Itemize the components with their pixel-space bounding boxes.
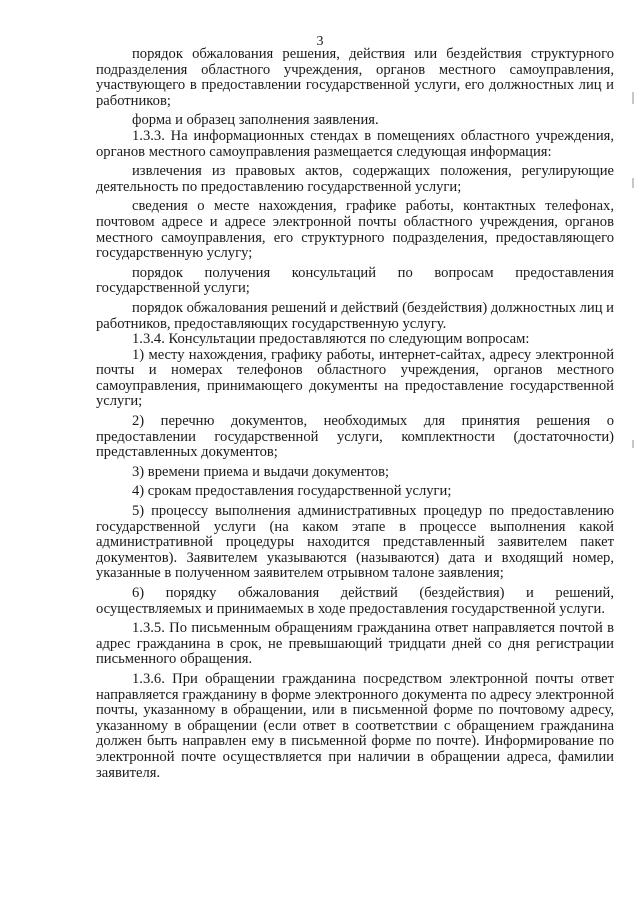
paragraph: 4) срокам предоставления государственной услуги; xyxy=(132,483,452,500)
paragraph: 6) порядку обжалования действий (бездействия) и решений, осуществляемых и принимаемых в ходе предоставления государственной услуги. xyxy=(96,585,614,617)
paragraph: 1.3.4. Консультации предоставляются по следующим вопросам: xyxy=(132,331,530,348)
page-number: 3 xyxy=(316,34,324,49)
scan-edge-mark xyxy=(632,178,634,188)
paragraph: 1) месту нахождения, графику работы, интернет-сайтах, адресу электронной почты и номерах телефонов областного учреждения, органов местного самоуправления, принимающего документы на предоставление государственной услуги; xyxy=(96,346,614,410)
paragraph: порядок получения консультаций по вопросам предоставления государственной услуги; xyxy=(96,264,614,297)
paragraph: порядок обжалования решений и действий (бездействия) должностных лиц и работников, предоставляющих государственную услугу. xyxy=(96,299,614,332)
paragraph: 1.3.3. На информационных стендах в помещениях областного учреждения, органов местного самоуправления размещается следующая информация: xyxy=(96,127,614,160)
paragraph: извлечения из правовых актов, содержащих положения, регулирующие деятельность по предоставлению государственной услуги; xyxy=(96,163,614,195)
scan-edge-mark xyxy=(632,440,634,448)
paragraph: 1.3.6. При обращении гражданина посредством электронной почты ответ направляется гражданину в форме электронного документа по адресу электронной почты, указанному в обращении, или в письменной форме по почтовому адресу, указанному в обращении (если ответ в соответствии с обращением гражданина должен быть направлен ему в письменной форме по почте). Информирование по электронной почте осуществляется при наличии в обращении адреса, фамилии заявителя. xyxy=(96,670,614,781)
paragraph: сведения о месте нахождения, графике работы, контактных телефонах, почтовом адресе и адресе электронной почты областного учреждения, органов местного самоуправления, его структурного подразделения, предоставляющего государственную услугу; xyxy=(96,198,614,262)
paragraph: 3) времени приема и выдачи документов; xyxy=(132,463,390,480)
paragraph: форма и образец заполнения заявления. xyxy=(132,112,379,129)
paragraph: порядок обжалования решения, действия или бездействия структурного подразделения областного учреждения, органов местного самоуправления, участвующего в предоставлении государственной услуги, его должностных лиц и работников; xyxy=(96,46,614,109)
paragraph: 1.3.5. По письменным обращениям гражданина ответ направляется почтой в адрес гражданина в срок, не превышающий тридцати дней со дня регистрации письменного обращения. xyxy=(96,620,614,668)
paragraph: 5) процессу выполнения административных процедур по предоставлению государственной услуги (на каком этапе в процессе выполнения какой административной процедуры находится представленный заявителем пакет документов). Заявителем указываются (называются) дата и входящий номер, указанные в полученном заявителем отрывном талоне заявления; xyxy=(96,503,614,582)
body-text xyxy=(96,47,614,781)
scan-edge-mark xyxy=(632,92,634,104)
paragraph: 2) перечню документов, необходимых для принятия решения о предоставлении государственной услуги, комплектности (достаточности) представленных документов; xyxy=(96,413,614,461)
